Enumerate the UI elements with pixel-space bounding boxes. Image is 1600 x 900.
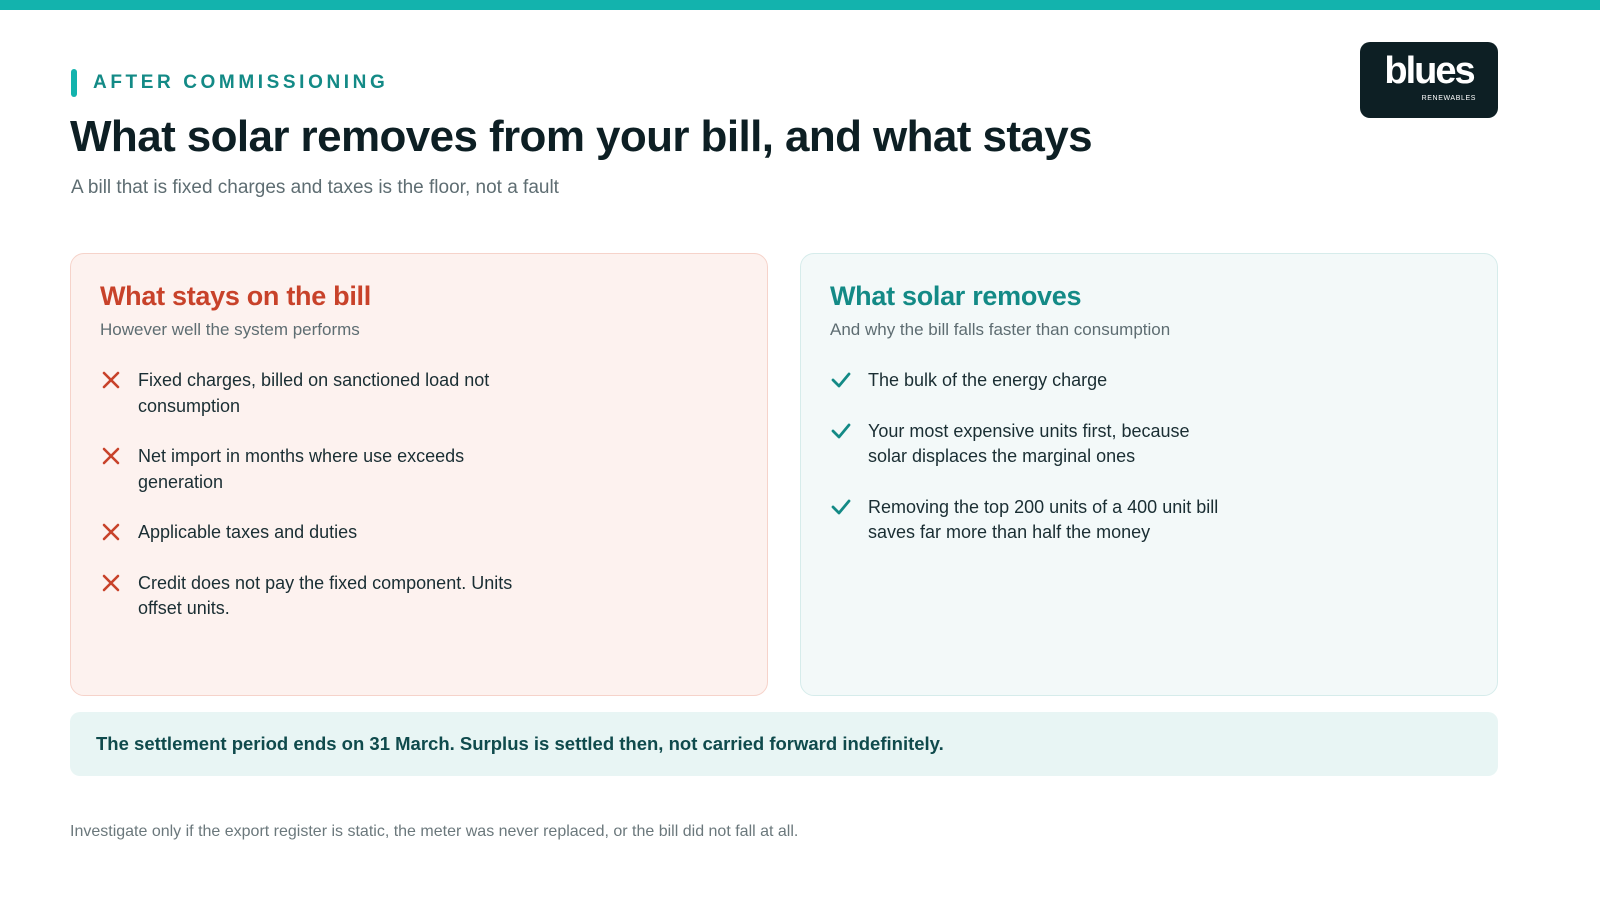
removes-list: [830, 368, 1468, 546]
stays-heading: What stays on the bill: [100, 281, 371, 311]
eyebrow: [71, 69, 388, 97]
page-subtitle: A bill that is fixed charges and taxes is the floor, not a fault: [71, 177, 559, 198]
cross-icon: [100, 572, 122, 594]
page-title: What solar removes from your bill, and what stays: [70, 112, 1092, 161]
removes-card: [800, 253, 1498, 696]
stays-card: [70, 253, 768, 696]
cross-icon: [100, 369, 122, 391]
settlement-note-text: The settlement period ends on 31 March. Surplus is settled then, not carried forward indefinitely.: [96, 733, 944, 754]
list-item-text: Fixed charges, billed on sanctioned load not consumption: [138, 370, 490, 416]
removes-heading: What solar removes: [830, 281, 1082, 311]
list-item-text: Applicable taxes and duties: [138, 522, 358, 542]
stays-list: [100, 368, 738, 622]
check-icon: [830, 496, 852, 518]
list-item-text: The bulk of the energy charge: [868, 370, 1108, 390]
check-icon: [830, 420, 852, 442]
cross-icon: [100, 521, 122, 543]
logo-wordmark: blues: [1384, 50, 1474, 92]
removes-subheading: And why the bill falls faster than consumption: [830, 320, 1171, 339]
list-item-text: Your most expensive units first, because solar displaces the marginal ones: [868, 420, 1190, 466]
top-accent-bar: [0, 0, 1600, 10]
list-item-text: Net import in months where use exceeds generation: [138, 446, 465, 492]
list-item: [830, 495, 1468, 546]
stays-subheading: However well the system performs: [100, 320, 360, 339]
eyebrow-marker: [71, 69, 77, 97]
list-item-text: Credit does not pay the fixed component. Units offset units.: [138, 572, 513, 618]
list-item: [830, 419, 1468, 470]
list-item: [100, 571, 738, 622]
logo-tagline: RENEWABLES: [1421, 95, 1476, 102]
brand-logo: [1360, 42, 1498, 118]
settlement-note: [70, 712, 1498, 776]
list-item: [830, 368, 1468, 394]
list-item: [100, 444, 738, 495]
cross-icon: [100, 445, 122, 467]
eyebrow-label: AFTER COMMISSIONING: [93, 72, 389, 93]
list-item: [100, 520, 738, 546]
list-item-text: Removing the top 200 units of a 400 unit bill saves far more than half the money: [868, 496, 1219, 542]
check-icon: [830, 369, 852, 391]
list-item: [100, 368, 738, 419]
footnote: Investigate only if the export register is static, the meter was never replaced, or the bill did not fall at all.: [70, 823, 799, 840]
